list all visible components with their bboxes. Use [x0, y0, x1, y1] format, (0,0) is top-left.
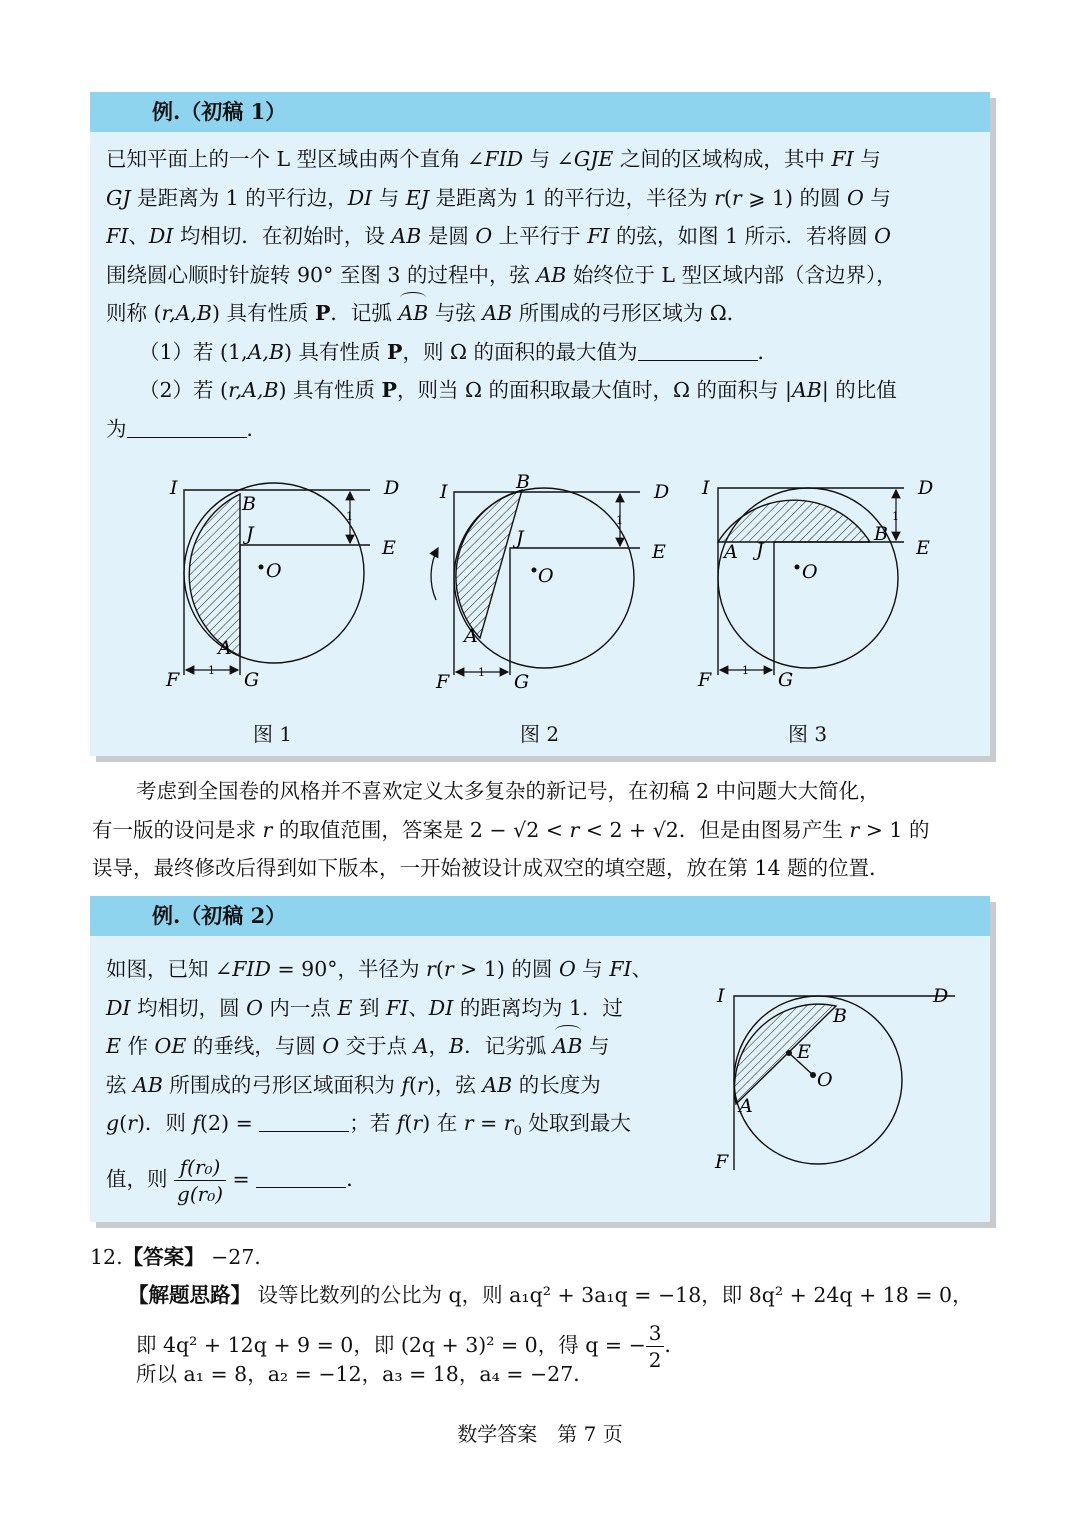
angle-gje	[240, 545, 370, 675]
label-F: F	[166, 669, 180, 691]
label-B: B	[242, 493, 256, 515]
label-O: O	[817, 1069, 833, 1091]
solution-line-2: 即 4q² + 12q + 9 = 0，即 (2q + 3)² = 0，得 q = − $\frac{3}{2}$ ．	[136, 1321, 685, 1372]
arc-symbol	[400, 292, 426, 303]
figure-1	[165, 477, 399, 691]
problem-line-2: GJ 是距离为 1 的平行边，DI 与 EJ 是距离为 1 的平行边，半径为 r(r ⩾ 1) 的圆 O 与	[106, 185, 891, 210]
label-D: D	[918, 477, 934, 499]
commentary-line-3: 误导，最终修改后得到如下版本，一开始被设计成双空的填空题，放在第 14 题的位置．	[92, 856, 890, 880]
label-1-horiz: 1	[742, 664, 749, 677]
label-D: D	[384, 477, 400, 499]
question-1: （1）若 (1,A,B) 具有性质 P，则 Ω 的面积的最大值为 ．	[139, 339, 778, 364]
problem2-line-2: DI 均相切，圆 O 内一点 E 到 FI、DI 的距离均为 1．过	[106, 995, 623, 1020]
label-I: I	[717, 985, 725, 1007]
angle-gje	[774, 542, 904, 675]
page-footer: 数学答案 第 7 页	[457, 1422, 623, 1446]
problem-line-5: 则称 (r,A,B) 具有性质 P．记弧 AB 与弦 AB 所围成的弓形区域为 Ω．	[106, 294, 986, 333]
label-I: I	[702, 477, 710, 499]
label-B: B	[874, 523, 888, 545]
problem-text-draft2	[106, 950, 686, 1207]
box-header: 例.（初稿 2）	[90, 896, 990, 936]
problem-line-1: 已知平面上的一个 L 型区域由两个直角 ∠FID 与 ∠GJE 之间的区域构成，其中 FI 与	[106, 147, 881, 171]
label-J: J	[756, 539, 764, 561]
label-1-vert: 1	[616, 514, 623, 527]
label-A: A	[218, 637, 232, 659]
label-G: G	[778, 669, 794, 691]
label-F: F	[436, 671, 450, 693]
label-1-vert: 1	[892, 510, 899, 523]
problem2-line-4: 弦 AB 所围成的弓形区域面积为 f(r)，弦 AB 的长度为	[106, 1072, 601, 1097]
figures-draft1	[150, 470, 950, 700]
label-F: F	[715, 1151, 729, 1173]
problem2-line-6: 值，则 $\frac{\text{f(r₀)}}{\text{g(r₀)}}$ = ．	[106, 1154, 367, 1206]
question-2-cont: 为 ．	[106, 416, 267, 441]
answer-blank[interactable]	[638, 340, 758, 361]
angle-gje	[510, 548, 640, 675]
label-A: A	[739, 1095, 753, 1117]
label-D: D	[654, 481, 670, 503]
box-header: 例.（初稿 1）	[90, 92, 990, 132]
label-D: D	[933, 985, 949, 1007]
arc-symbol	[555, 1025, 581, 1036]
label-E: E	[916, 537, 930, 559]
segment-region	[718, 500, 870, 542]
label-1-horiz: 1	[208, 664, 215, 677]
solution-line-1: 【解题思路】 设等比数列的公比为 q，则 a₁q² + 3a₁q = −18，即 8q² + 24q + 18 = 0，	[128, 1283, 973, 1307]
problem2-line-5: g(r)．则 f(2) = ；若 f(r) 在 $r = r_0$ 处取到最大	[106, 1111, 631, 1140]
label-E: E	[797, 1041, 811, 1063]
label-G: G	[244, 669, 260, 691]
answer-blank[interactable]	[259, 1111, 349, 1132]
label-O: O	[538, 565, 554, 587]
commentary-paragraph	[92, 772, 1002, 888]
label-1-vert: 1	[346, 510, 353, 523]
label-I: I	[440, 481, 448, 503]
label-A: A	[464, 625, 478, 647]
label-1-horiz: 1	[478, 666, 485, 679]
segment-region	[456, 490, 522, 638]
label-O: O	[802, 561, 818, 583]
answer-blank[interactable]	[127, 417, 247, 438]
figure-2	[431, 471, 669, 693]
commentary-line-2: 有一版的设问是求 r 的取值范围，答案是 2 − √2 < r < 2 + √2．但是由图易产生 r > 1 的	[92, 817, 930, 842]
answer-line: 12.【答案】 −27．	[90, 1245, 275, 1269]
figure-3	[697, 477, 933, 691]
figure-caption-3: 图 3	[788, 722, 828, 746]
solution-line-3: 所以 a₁ = 8，a₂ = −12，a₃ = 18，a₄ = −27．	[136, 1362, 594, 1386]
figure-caption-1: 图 1	[253, 722, 293, 746]
label-O: O	[266, 560, 282, 582]
commentary-line-1: 考虑到全国卷的风格并不喜欢定义太多复杂的新记号，在初稿 2 中问题大大简化，	[136, 779, 880, 803]
label-B: B	[516, 471, 530, 493]
problem-text-draft1	[106, 140, 986, 448]
label-E: E	[382, 537, 396, 559]
figure-draft2	[705, 980, 965, 1180]
figure-caption-2: 图 2	[520, 722, 560, 746]
label-I: I	[170, 477, 178, 499]
answer-blank[interactable]	[256, 1167, 346, 1188]
label-F: F	[698, 669, 712, 691]
problem2-line-3: E 作 OE 的垂线，与圆 O 交于点 A，B．记劣弧 AB 与	[106, 1027, 686, 1066]
rotation-arrow	[431, 548, 438, 600]
problem-line-4: 围绕圆心顺时针旋转 90° 至图 3 的过程中，弦 AB 始终位于 L 型区域内部（含边界），	[106, 262, 897, 287]
problem-line-3: FI、DI 均相切．在初始时，设 AB 是圆 O 上平行于 FI 的弦，如图 1 所示．若将圆 O	[106, 224, 891, 248]
label-J: J	[246, 523, 254, 545]
question-2: （2）若 (r,A,B) 具有性质 P，则当 Ω 的面积取最大值时，Ω 的面积与 |AB| 的比值	[139, 378, 897, 402]
label-E: E	[652, 541, 666, 563]
label-J: J	[516, 527, 524, 549]
label-A: A	[724, 541, 738, 563]
label-G: G	[514, 671, 530, 693]
problem2-line-1: 如图，已知 ∠FID = 90°，半径为 r(r > 1) 的圆 O 与 FI、	[106, 957, 653, 981]
label-B: B	[833, 1005, 847, 1027]
segment-region	[189, 494, 240, 656]
